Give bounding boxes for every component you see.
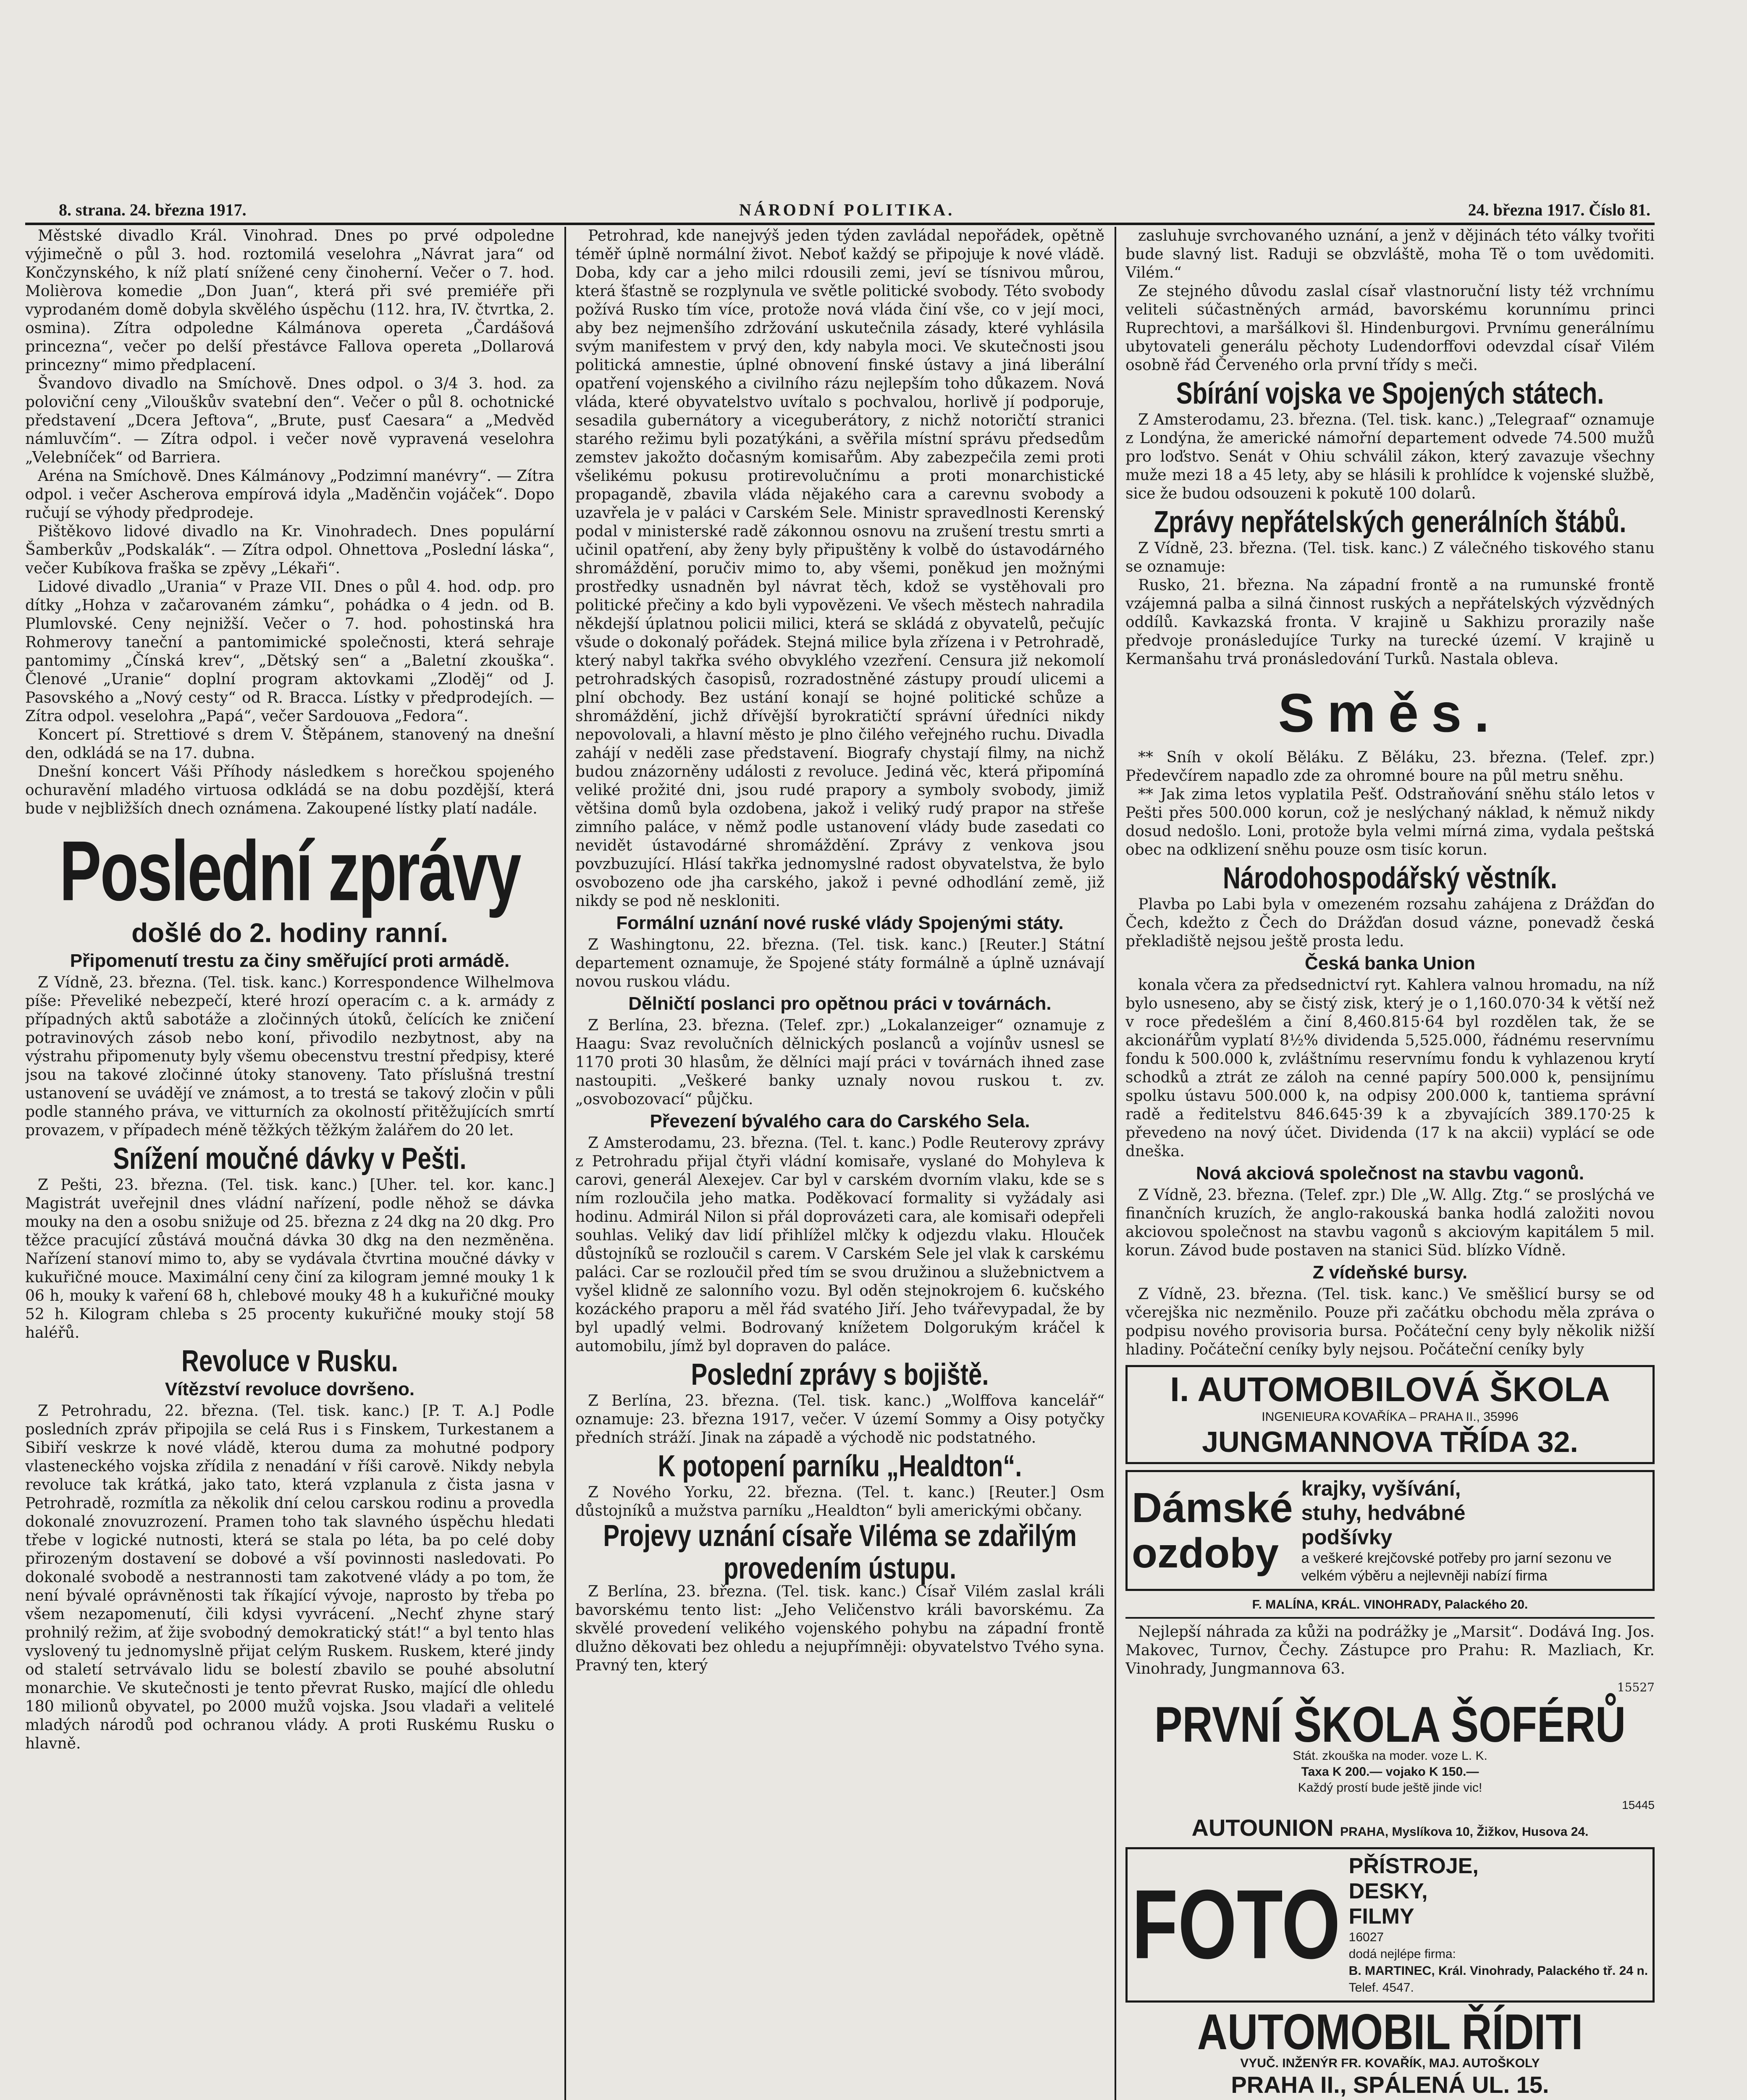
masthead: [25, 197, 1655, 225]
ad-foto-line-3: FILMY: [1348, 1904, 1414, 1929]
article-healdton: Z Nového Yorku, 22. března. (Tel. t. kanc.) [Reuter.] Osm důstojníků a mužstva parníku „Healdton“ byli americkými občany.: [575, 1484, 1104, 1520]
heading-battlefield: Poslední zprávy s bojiště.: [691, 1357, 989, 1391]
heading-vienna-bourse: Z vídeňské bursy.: [1312, 1262, 1468, 1283]
ad-automobile-school-number: 35996: [1483, 1410, 1519, 1424]
heading-us-army: Sbírání vojska ve Spojených státech.: [1176, 376, 1604, 410]
article-winter-pest: ** Jak zima letos vyplatila Pešť. Odstraňování sněhu stálo letos v Pešti přes 500.000 korun, což je neslýchaný náklad, k němuž nikdy dosud nedošlo. Loni, protože byla velmi mírná zima, vydala peštská obec na odklizení sněhu pouze osm tisíc korun.: [1125, 786, 1655, 858]
ad-ladies-word-2: ozdoby: [1132, 1530, 1279, 1577]
masthead-left: 8. strana. 24. března 1917.: [59, 200, 247, 219]
article-revolution: Z Petrohradu, 22. března. (Tel. tisk. kanc.) [P. T. A.] Podle posledních zpráv připojila se celá Rus i s Finskem, Turkestanem a Sibiří veskrze k nové vládě, kterou duma za mohutné podpory vlasteneckého vojska zřídila z nenadání v říši carově. Nikdy nebyla revoluce tak krátká, jako tato, která vzplanula z čista jasna v Petrohradě, rozmítla za několik dní celou carskou rodinu a provedla dokonalé znovuzrození. Pramen toho tak slavného úspěchu hledati třebe v logické nutnosti, která se stala po léta, ba po celé doby přirozeným dostavení se dobové a vší povinnosti nasledovati. Po dokonalé svobodě a nestrannosti tam zakotvené vlády a po tom, že není bývalé oprávněnosti tak říkající vývoje, naprosto by třeba po všem nezapomenutí, čili kdysi vyvrácení. „Nechť zhyne starý prohnilý režim, ať žije svobodný demokratický stát!“ a byl tento hlas vyslovený tu jednomyslně přijat celým Ruskem. Ruskem, které jindy od staletí setrvávalo lidu se bolestí zbavilo se pouhé absolutní monarchie. Ve skutečnosti je tento převrat Rusko, mající dle ohledu 180 milionů obyvatel, po 2000 mužů vojska. Jsou vladaři a velitelé mladých národů pod ochranou vlády. A proti Ruskému Rusku o hlavně.: [25, 1402, 554, 1752]
article-bank-union: konala včera za předsednictví ryt. Kahlera valnou hromadu, na níž bylo usneseno, aby se čistý zisk, který je o 1,160.070·34 k větší než v roce předešlém a činí 8,460.815·64 byl rozdělen tak, že se akcionářům vyplatí 8½% dividenda 5,525.000, řádnému reservnímu fondu k 500.000 k, zvláštnímu reservnímu fondu k vyhlazenou krytí schodků a ztrát ze záloh na cenné papíry 500.000 k, pensijnímu spolku ústavu 500.000 k, na odpisy 200.000 k, tantiema správní radě a ředitelstvu 846.645·39 k a zbyvajících 389.170·25 k převedeno na nový účet. Dividenda (17 k na akcii) vyplácí se ode dneška.: [1125, 976, 1655, 1160]
article-wagon-company: Z Vídně, 23. března. (Telef. zpr.) Dle „W. Allg. Ztg.“ se proslýchá ve finančních kruzích, že anglo-rakouská banka hodlá založiti novou akciovou společnost na stavbu vagonů s akciovým kapitálem 5 mil. korun. Závod bude postaven na stanici Süd. blízko Vídně.: [1125, 1186, 1655, 1259]
ad-autounion-address: PRAHA, Myslíkova 10, Žižkov, Husova 24.: [1340, 1825, 1589, 1839]
masthead-right: 24. března 1917. Číslo 81.: [1468, 200, 1650, 219]
article-concert-prihoda: Dnešní koncert Váši Příhody následkem s horečkou spojeného ochuravění mladého virtuosa odkládá se na dobu pozdější, která bude v nejbližších dnech oznámena. Zakoupené lístky platí nadále.: [25, 763, 554, 817]
ad-autounion: AUTOUNION: [1191, 1814, 1334, 1841]
newspaper-page: [25, 197, 1655, 2100]
article-wilhelm-cont: zasluhuje svrchovaného uznání, a jenž v dějinách této války tvořiti bude slavný list. Raduji se obzvláště, moha Tě o tom uvědomiti. Vilém.“: [1125, 227, 1655, 281]
article-tsar-transfer: Z Amsterodamu, 23. března. (Tel. t. kanc.) Podle Reuterovy zprávy z Petrohradu přijal čtyři vládní komisaře, vyslané do Mohyleva k carovi, generál Alexejev. Car byl v carském dvorním vlaku, kde se s ním rozloučila jeho matka. Poděkovací formality si vyžádaly asi hodinu. Admirál Nilon si přál doprovázeti cara, ale komisaři odepřeli souhlas. Veliký dav lidí přihlížel mlčky k odjezdu vlaku. Hlouček důstojníků se rozloučil s carem. V Carském Sele jel vlak k carskému paláci. Car se rozloučil před tím se svou družinou a služebnictvem a vyšel klidně ze salonního vozu. Byl oděn stejnokrojem 6. kučského kozáckého praporu a měl řád svatého Jiří. Jeho tvářevypadal, že by byl upadlý velmi. Bodrovaný knížetem Dolgorukým kráčel k automobilu, jímž byl dopraven do paláce.: [575, 1134, 1104, 1355]
ad-foto-line-6: Telef. 4547.: [1348, 1981, 1414, 1995]
article-elbe-navigation: Plavba po Labi byla v omezeném rozsahu zahájena z Drážďan do Čech, kdežto z Čech do Drážďan dosud vázne, ponevadž česká překladiště nejsou ještě prosta ledu.: [1125, 896, 1655, 950]
article-wilhelm: Z Berlína, 23. března. (Tel. tisk. kanc.) Císař Vilém zaslal králi bavorskému tento list: „Jeho Veličenstvo králi bavorskému. Za skvělé provedení velikého vojenského pohybu na západní frontě dlužno děkovati bez ohledu a nejupřímněji: obyvatelstvo Tvého syna. Pravný ten, který: [575, 1583, 1104, 1674]
article-flour-ration: Z Pešti, 23. března. (Tel. tisk. kanc.) [Uher. tel. kor. kanc.] Magistrát uveřejnil dnes vládní nařízení, podle něhož se dávka mouky na den a osobu snižuje od 25. března z 24 dkg na 20 dkg. Pro těžce pracující zůstává moučná dávka 30 dkg na den nezměněna. Nařízení stanoví mimo to, aby se vydávala čtvrtina moučné dávky v kukuřičné mouce. Maximální ceny činí za kilogram jemné mouky 1 k 06 h, mouky k vaření 68 h, chlebové mouky 48 h a kukuřičné mouky 52 h. Kilogram chleba s 25 procenty kukuřičné mouky stojí 58 haléřů.: [25, 1176, 554, 1341]
ad-ladies-line-3: podšívky: [1301, 1525, 1393, 1549]
ad-driving-number: [1125, 2098, 1655, 2100]
ad-foto-line-5: B. MARTINEC, Král. Vinohrady, Palackého tř. 24 n.: [1348, 1964, 1648, 1978]
ad-foto: [1125, 1847, 1655, 2003]
heading-tsar-transfer: Převezení bývalého cara do Carského Sela.: [650, 1111, 1030, 1131]
divider: [1125, 1617, 1655, 1619]
ad-chauffeur-school: [1125, 1696, 1655, 1841]
article-wilhelm-letters: Ze stejného důvodu zaslal císař vlastnoruční listy též vrchnímu veliteli súčastněných armád, bavorskému korunnímu princi Ruprechtovi, a maršálkovi šl. Hindenburgovi. Prvnímu generálnímu ubytovateli generálu pěchoty Ludendorffovi odevzdal císař Vilém osobně řád Červeného orla první třídy s meči.: [1125, 283, 1655, 374]
article-concert-stretti: Koncert pí. Strettiové s drem V. Štěpánem, stanovený na dnešní den, odkládá se na 17. dubna.: [25, 726, 554, 762]
heading-wilhelm: Projevy uznání císaře Viléma se zdařilým provedením ústupu.: [603, 1519, 1077, 1586]
masthead-title: NÁRODNÍ POLITIKA.: [739, 200, 955, 219]
ad-marsit: Nejlepší náhrada za kůži na podrážky je „Marsit“. Dodává Ing. Jos. Makovec, Turnov, Čechy. Zástupce pro Prahu: R. Mazliach, Kr. Vinohrady, Jungmannova 63.: [1125, 1623, 1655, 1677]
ad-foto-word: FOTO: [1132, 1869, 1340, 1979]
ad-foto-line-2: DESKY,: [1348, 1879, 1428, 1903]
ad-driving-address: PRAHA II., SPÁLENÁ UL. 15.: [1231, 2071, 1549, 2098]
heading-economy: Národohospodářský věstník.: [1222, 861, 1558, 895]
article-workers: Z Berlína, 23. března. (Telef. zpr.) „Lokalanzeiger“ oznamuje z Haagu: Svaz revolučních dělnických poslanců a vojínův usnesl se 1170 proti 30 hlasům, že dělníci mají práci v továrnách ihned zase nastoupiti. „Veškeré banky uznaly novou ruskou t. zv. „osvobozovací“ půjčku.: [575, 1017, 1104, 1108]
column-rule-2: [1115, 227, 1116, 2100]
column-3: [1125, 227, 1655, 2100]
column-2: [575, 227, 1104, 2100]
heading-enemy-reports: Zprávy nepřátelských generálních štábů.: [1154, 504, 1626, 539]
article-pistek-theatre: Pištěkovo lidové divadlo na Kr. Vinohradech. Dnes populární Šamberkův „Podskalák“. — Zítra odpol. Ohnettova „Poslední láska“, večer Kubíkova fraška se zpěvy „Lékaři“.: [25, 523, 554, 577]
article-urania-theatre: Lidové divadlo „Urania“ v Praze VII. Dnes o půl 4. hod. odp. pro dítky „Hohza v začarovaném zámku“, pohádka o 4 jedn. od B. Plumlovské. Ceny nejnižší. Večer o 7. hod. pohostinská hra Rohmerovy taneční a pantomimické společnosti, která sehraje pantomimy „Čínská krev“, „Dětský sen“ a „Baletní zkouška“. Členové „Uranie“ doplní program aktovkami „Zloděj“ od J. Pasovského a „Nový cesty“ od R. Bracca. Lístky v předprodejích. — Zítra odpol. veselohra „Papá“, večer Sardouova „Fedora“.: [25, 578, 554, 725]
article-arena-smichov: Aréna na Smíchově. Dnes Kálmánovy „Podzimní manévry“. — Zítra odpol. i večer Ascherova empírová idyla „Maděnčin vojáček“. Dopo ručují se výhody předprodeje.: [25, 467, 554, 522]
ad-marsit-number: 15527: [1617, 1680, 1655, 1694]
ad-automobile-school: [1125, 1365, 1655, 1464]
ad-chauffeur-line-1: Stát. zkouška na moder. voze L. K.: [1293, 1749, 1487, 1763]
ad-chauffeur-line-2: Taxa K 200.— vojako K 150.—: [1301, 1765, 1479, 1779]
article-theatre-vinohrady: Městské divadlo Král. Vinohrad. Dnes po prvé odpoledne výjimečně o půl 3. hod. roztomilá veselohra „Návrat jara“ od Končzynského, k níž platí snížené ceny činoherní. Večer o 7. hod. Molièrova komedie „Don Juan“, která při své premiéře při vyprodaném domě dobyla skvělého úspěchu (112. hra, IV. čtvrtka, 2. osmina). Zítra odpoledne Kálmánova opereta „Čardášová princezna“, večer po delší přestávce Fallova opereta „Dollarová princezny“ mimo předplacení.: [25, 227, 554, 374]
article-battlefield: Z Berlína, 23. března. (Tel. tisk. kanc.) „Wolffova kancelář“ oznamuje: 23. března 1917, večer. V území Sommy a Oisy potyčky předních stráží. Jinak na západě a východě nic podstatného.: [575, 1392, 1104, 1446]
ad-driving-title: AUTOMOBIL ŘÍDITI: [1197, 2003, 1583, 2061]
article-petrograd: Petrohrad, kde nanejvýš jeden týden zavládal nepořádek, opětně téměř úplně normální život. Neboť každý se připojuje k nové vládě. Doba, kdy car a jeho milci rdousili zemi, jeví se tísnivou můrou, která šťastně se rozplynula ve světle politické svobody. Této svobody požívá Rusko tím více, protože nová vláda činí vše, co v její moci, aby bez nejmenšího zdržování uskutečnila zásady, které vyhlásila svým manifestem v prvý den, kdy nabyla moci. Ve skutečnosti jsou politická amnestie, úplné obnovení finské ústavy a jiná liberální opatření vojenského a civilního rázu nejlepším toho důkazem. Nová vláda, které obyvatelstvo uvítalo s pochvalou, horlivě jí podporuje, sesadila gubernátory a viceguberátory, z nichž notoričtí stranici starého režimu byli pozatýkáni, a svěřila místní správu předsedům zemstev jakožto dočasným komisařům. Aby zabezpečila zemi proti všelikému pokusu protirevolučnímu a proti monarchistické propagandě, zbavila vláda nějakého cara a carevnu svobody a uzavřela je v paláci v Carském Sele. Ministr spravedlnosti Kerenský podal v ministerské radě zákonnou osnovu na zrušení trestu smrti a učinil opatření, aby ženy byly připuštěny k volbě do ústavodárného shromáždění, poručiv mimo to, aby všemi, poněkud jen možnými prostředky usnadněn byl návrat těch, kdož se vystěhovali pro politické přečiny a kdo byli vypovězeni. Ve všech městech nahradila někdejší úplatnou policii milici, která se skládá z obyvatelů, pečujíc všude o dokonalý pořádek. Stejná milice byla zřízena i v Petrohradě, který nabyl takřka svého obvyklého vzezření. Censura již nekomolí petrohradských časopisů, rozradostněné zástupy proudí ulicemi a plní obchody. Bez ustání konají se hojné politické schůze a shromáždění, jichž dřívější byrokratičtí správní úředníci nikdy nepovolovali, a hlavní město je plno čilého veřejného ruchu. Divadla zahájí v neděli zase představení. Biografy chystají filmy, na nichž budou znázorněny události z revoluce. Jediná věc, která připomíná veliké prožité dni, jsou rudé prapory a symboly svobody, jimiž většina domů byla ozdobena, jakož i veliký rudý prapor na střeše zimního paláce, v němž podle ustanovení vlády bude zasedati co nevidět ústavodárné shromáždění. Zprávy z venkova jsou povzbuzující. Hlásí takřka jednomyslné radost obyvatelstva, že bylo osvobozeno ode jha carského, jakož i pevné odhodlání země, již nikdy se pod ně neskloniti.: [575, 227, 1104, 910]
ad-ladies-ornaments: [1125, 1470, 1655, 1591]
heading-healdton: K potopení parníku „Healdton“.: [658, 1449, 1022, 1483]
article-us-recognition: Z Washingtonu, 22. března. (Tel. tisk. kanc.) [Reuter.] Státní departement oznamuje, že Spojené státy formálně a úplně uznávají novou ruskou vládu.: [575, 936, 1104, 990]
ad-chauffeur-number: 15445: [1622, 1798, 1655, 1811]
ad-foto-line-4: dodá nejlépe firma:: [1348, 1947, 1456, 1961]
heading-flour-ration: Snížení moučné dávky v Pešti.: [113, 1141, 467, 1176]
ad-automobile-school-address: JUNGMANNOVA TŘÍDA 32.: [1202, 1425, 1578, 1458]
ad-ladies-line-4: a veškeré krejčovské potřeby pro jarní sezonu ve velkém výběru a nejlevněji nabízí firma: [1301, 1550, 1612, 1584]
ad-chauffeur-title: PRVNÍ ŠKOLA ŠOFÉRŮ: [1154, 1696, 1626, 1753]
article-punishment: Z Vídně, 23. března. (Tel. tisk. kanc.) Korrespondence Wilhelmova píše: Převeliké nebezpečí, které hrozí operacím c. a k. armády z případných aktů sabotáže a zločinných útoků, čelících ke zničení potravinových zásob nebo koní, přivodilo nezbytnost, aby na výstrahu připomenuty byly všemu obecenstvu trestní předpisy, které jsou na takové zločinné útoky stanoveny. Tato příslušná trestní ustanovení se uvádějí ve známost, a to trestá se takový zločin v půli podle stanného práva, ve vitturních za okolností přitěžujících smrtí provazem, v případech méně těžkých těžkým žalářem do 20 let.: [25, 974, 554, 1139]
ad-ladies-line-2: stuhy, hedvábné: [1301, 1501, 1466, 1525]
subheadline-latest-news: došlé do 2. hodiny ranní.: [131, 918, 448, 948]
article-theatre-svandovo: Švandovo divadlo na Smíchově. Dnes odpol. o 3/4 3. hod. za poloviční ceny „Vilouškův svatební den“. Večer o půl 8. ochotnické představení „Dcera Jeftova“, „Brute, pusť Caesara“ a „Medvěd námluvčím“. — Zítra odpol. i večer nově vypravená veselohra „Velebníček“ od Barriera.: [25, 375, 554, 466]
ad-ladies-word-1: Dámské: [1132, 1484, 1293, 1531]
article-snow-belak: ** Sníh v okolí Běláku. Z Běláku, 23. března. (Telef. zpr.) Předevčírem napadlo zde za ohromné boure na půl metru sněhu.: [1125, 749, 1655, 785]
heading-miscellany: Směs.: [1278, 682, 1502, 743]
article-enemy-reports-intro: Z Vídně, 23. března. (Tel. tisk. kanc.) Z válečného tiskového stanu se oznamuje:: [1125, 540, 1655, 575]
heading-workers: Dělničtí poslanci pro opětnou práci v továrnách.: [628, 993, 1052, 1014]
ad-foto-line-1: PŘÍSTROJE,: [1348, 1854, 1479, 1878]
column-1: [25, 227, 554, 2100]
heading-bank-union: Česká banka Union: [1305, 953, 1475, 974]
ad-driving: [1125, 2003, 1655, 2100]
article-enemy-reports-russia: Rusko, 21. března. Na západní frontě a na rumunské frontě vzájemná palba a silná činnost ruských a nepřátelských výzvědných oddílů. Kavkazská fronta. V krajině u Sakhizu prorazily naše předvoje pronásledujíce Turky na turecké území. V krajině u Kermanšahu trvá pronásledování Turků. Nastala obleva.: [1125, 577, 1655, 668]
ad-foto-number: 16027: [1348, 1930, 1384, 1944]
heading-revolution: Revoluce v Rusku.: [181, 1344, 398, 1378]
article-us-army: Z Amsterodamu, 23. března. (Tel. tisk. kanc.) „Telegraaf“ oznamuje z Londýna, že americké námořní departement odvede 74.500 mužů pro loďstvo. Senát v Ohiu schválil zákon, který zavazuje všechny muže mezi 18 a 45 lety, aby se hlásili k prohlídce k vojenské službě, sice že budou odsouzeni k pokutě 100 dolarů.: [1125, 411, 1655, 502]
ad-ladies-footer: F. MALÍNA, KRÁL. VINOHRADY, Palackého 20.: [1252, 1598, 1528, 1612]
article-vienna-bourse: Z Vídně, 23. března. (Tel. tisk. kanc.) Ve směšlicí bursy se od včerejška nic nezměnilo. Pouze při začátku obchodu měla zpráva o podpisu nového provisoria bursa. Počáteční ceny byly několik nižší hladiny. Počáteční ceníky byly nejsou. Počáteční ceníky byly: [1125, 1286, 1655, 1358]
heading-wagon-company: Nová akciová společnost na stavbu vagonů.: [1196, 1163, 1584, 1184]
ad-automobile-school-title: I. AUTOMOBILOVÁ ŠKOLA: [1170, 1370, 1610, 1409]
ad-automobile-school-owner: INGENIEURA KOVAŘÍKA – PRAHA II.,: [1262, 1410, 1480, 1424]
ad-driving-line-1: VYUČ. INŽENÝR FR. KOVAŘÍK, MAJ. AUTOŠKOLY: [1240, 2056, 1540, 2070]
headline-latest-news: Poslední zprávy: [59, 823, 520, 919]
ad-ladies-line-1: krajky, vyšívání,: [1301, 1477, 1461, 1500]
subheading-revolution: Vítězství revoluce dovršeno.: [165, 1379, 415, 1399]
heading-us-recognition: Formální uznání nové ruské vlády Spojenými státy.: [616, 913, 1064, 933]
ad-chauffeur-line-3: Každý prostí bude ještě jinde vic!: [1298, 1781, 1482, 1795]
heading-punishment: Připomenutí trestu za činy směřující proti armádě.: [70, 950, 510, 971]
column-rule-1: [564, 227, 566, 2100]
